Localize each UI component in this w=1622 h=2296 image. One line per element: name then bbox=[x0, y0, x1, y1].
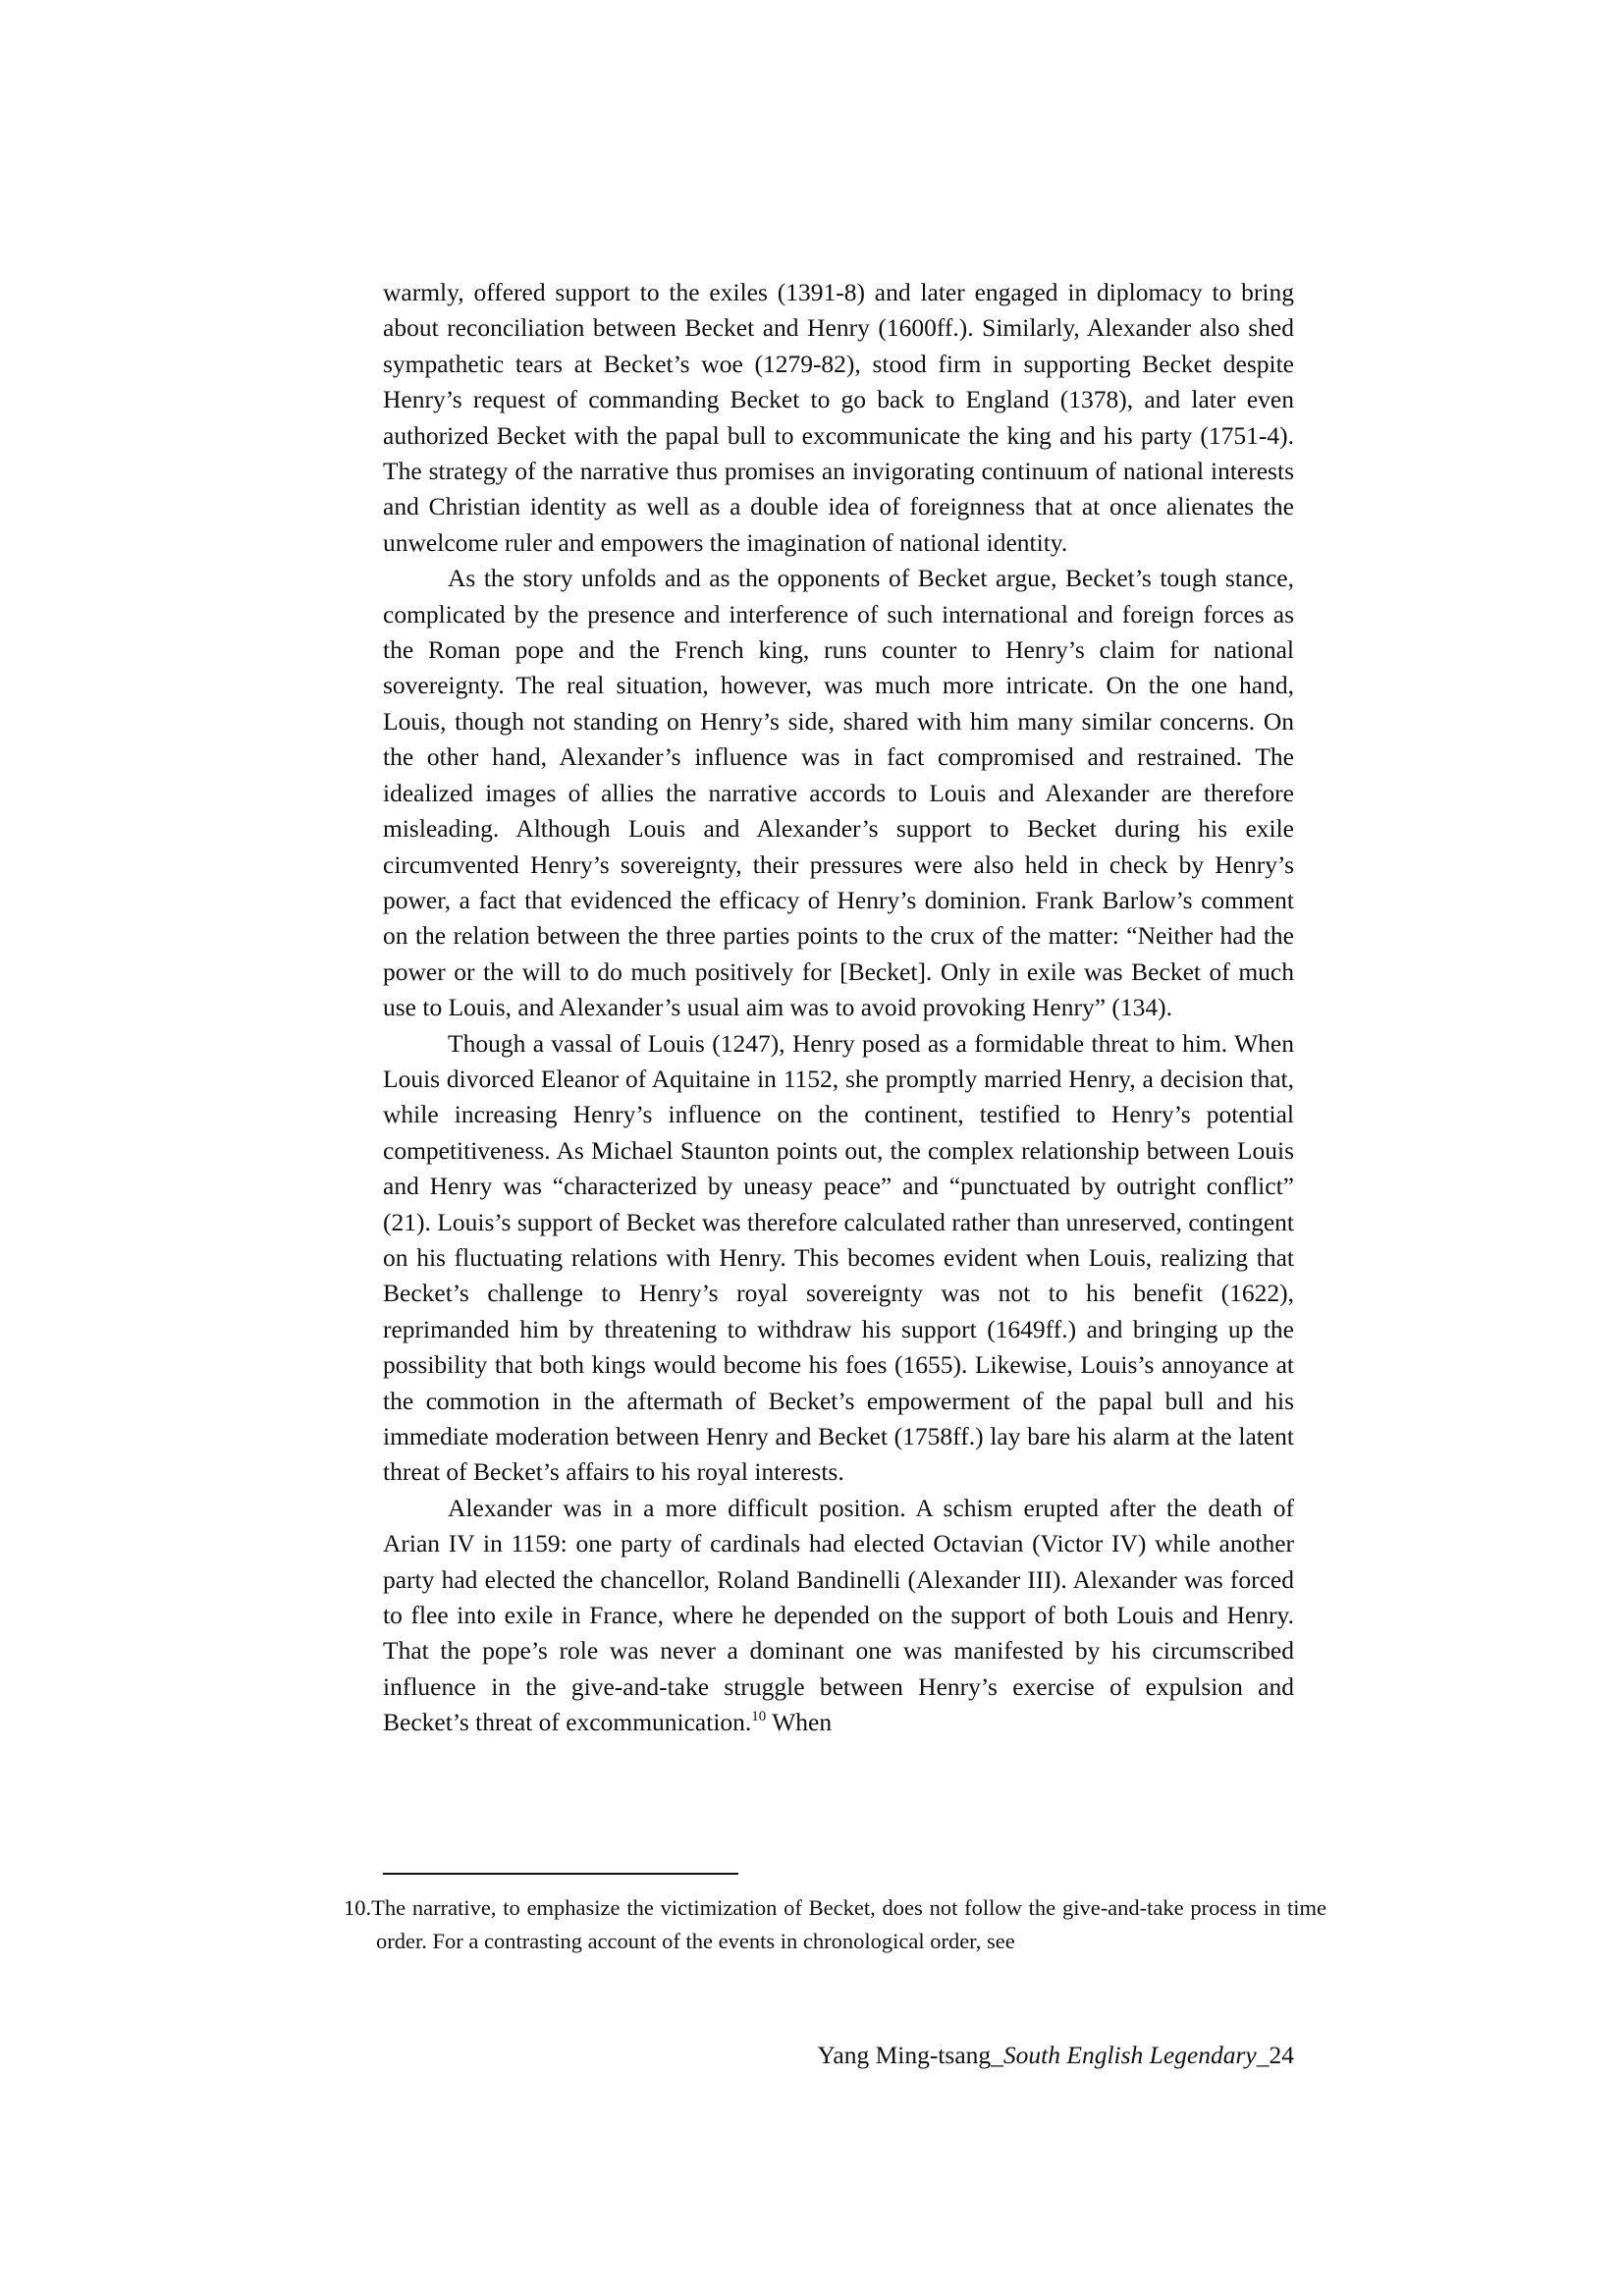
footer-title: South English Legendary bbox=[1002, 2041, 1257, 2069]
paragraph-4-continuation: When bbox=[766, 1708, 833, 1737]
footnote-10: 10.The narrative, to emphasize the victimization of Becket, does not follow the give-and-take process in time order. For a contrasting account of the events in chronological order, see bbox=[344, 1895, 1326, 1953]
footer-author: Yang Ming-tsang_ bbox=[817, 2041, 1003, 2069]
footnote-reference: 10 bbox=[751, 1709, 767, 1725]
paragraph-4 bbox=[383, 1491, 1294, 1741]
paragraph-1: warmly, offered support to the exiles (1391-8) and later engaged in diplomacy to bring about reconciliation between Becket and Henry (1600ff.). Similarly, Alexander also shed sympathetic tears at Becket’s woe (1279-82), stood firm in supporting Becket despite Henry’s request of commanding Becket to go back to England (1378), and later even authorized Becket with the papal bull to excommunicate the king and his party (1751-4). The strategy of the narrative thus promises an invigorating continuum of national interests and Christian identity as well as a double idea of foreignness that at once alienates the unwelcome ruler and empowers the imagination of national identity. bbox=[383, 278, 1294, 557]
main-text bbox=[383, 275, 1294, 1741]
page-number: _24 bbox=[1256, 2041, 1294, 2069]
footnote-divider bbox=[383, 1873, 738, 1875]
paragraph-3: Though a vassal of Louis (1247), Henry posed as a formidable threat to him. When Louis divorced Eleanor of Aquitaine in 1152, she promptly married Henry, a decision that, while increasing Henry’s influence on the continent, testified to Henry’s potential competitiveness. As Michael Staunton points out, the complex relationship between Louis and Henry was “characterized by uneasy peace” and “punctuated by outright conflict” (21). Louis’s support of Becket was therefore calculated rather than unreserved, contingent on his fluctuating relations with Henry. This becomes evident when Louis, realizing that Becket’s challenge to Henry’s royal sovereignty was not to his benefit (1622), reprimanded him by threatening to withdraw his support (1649ff.) and bringing up the possibility that both kings would become his foes (1655). Likewise, Louis’s annoyance at the commotion in the aftermath of Becket’s empowerment of the papal bull and his immediate moderation between Henry and Becket (1758ff.) lay bare his alarm at the latent threat of Becket’s affairs to his royal interests. bbox=[383, 1028, 1294, 1487]
paragraph-2: As the story unfolds and as the opponents of Becket argue, Becket’s tough stance, complicated by the presence and interference of such international and foreign forces as the Roman pope and the French king, runs counter to Henry’s claim for national sovereignty. The real situation, however, was much more intricate. On the one hand, Louis, though not standing on Henry’s side, shared with him many similar concerns. On the other hand, Alexander’s influence was in fact compromised and restrained. The idealized images of allies the narrative accords to Louis and Alexander are therefore misleading. Although Louis and Alexander’s support to Becket during his exile circumvented Henry’s sovereignty, their pressures were also held in check by Henry’s power, a fact that evidenced the efficacy of Henry’s dominion. Frank Barlow’s comment on the relation between the three parties points to the crux of the matter: “Neither had the power or the will to do much positively for [Becket]. Only in exile was Becket of much use to Louis, and Alexander’s usual aim was to avoid provoking Henry” (134). bbox=[383, 564, 1294, 1022]
paragraph-4-text: Alexander was in a more difficult position. A schism erupted after the death of Arian IV in 1159: one party of cardinals had elected Octavian (Victor IV) while another party had elected the chancellor, Roland Bandinelli (Alexander III). Alexander was forced to flee into exile in France, where he depended on the support of both Louis and Henry. That the pope’s role was never a dominant one was manifested by his circumscribed influence in the give-and-take struggle between Henry’s exercise of expulsion and Becket’s threat of excommunication. bbox=[383, 1493, 1294, 1737]
running-footer bbox=[818, 2039, 1294, 2072]
